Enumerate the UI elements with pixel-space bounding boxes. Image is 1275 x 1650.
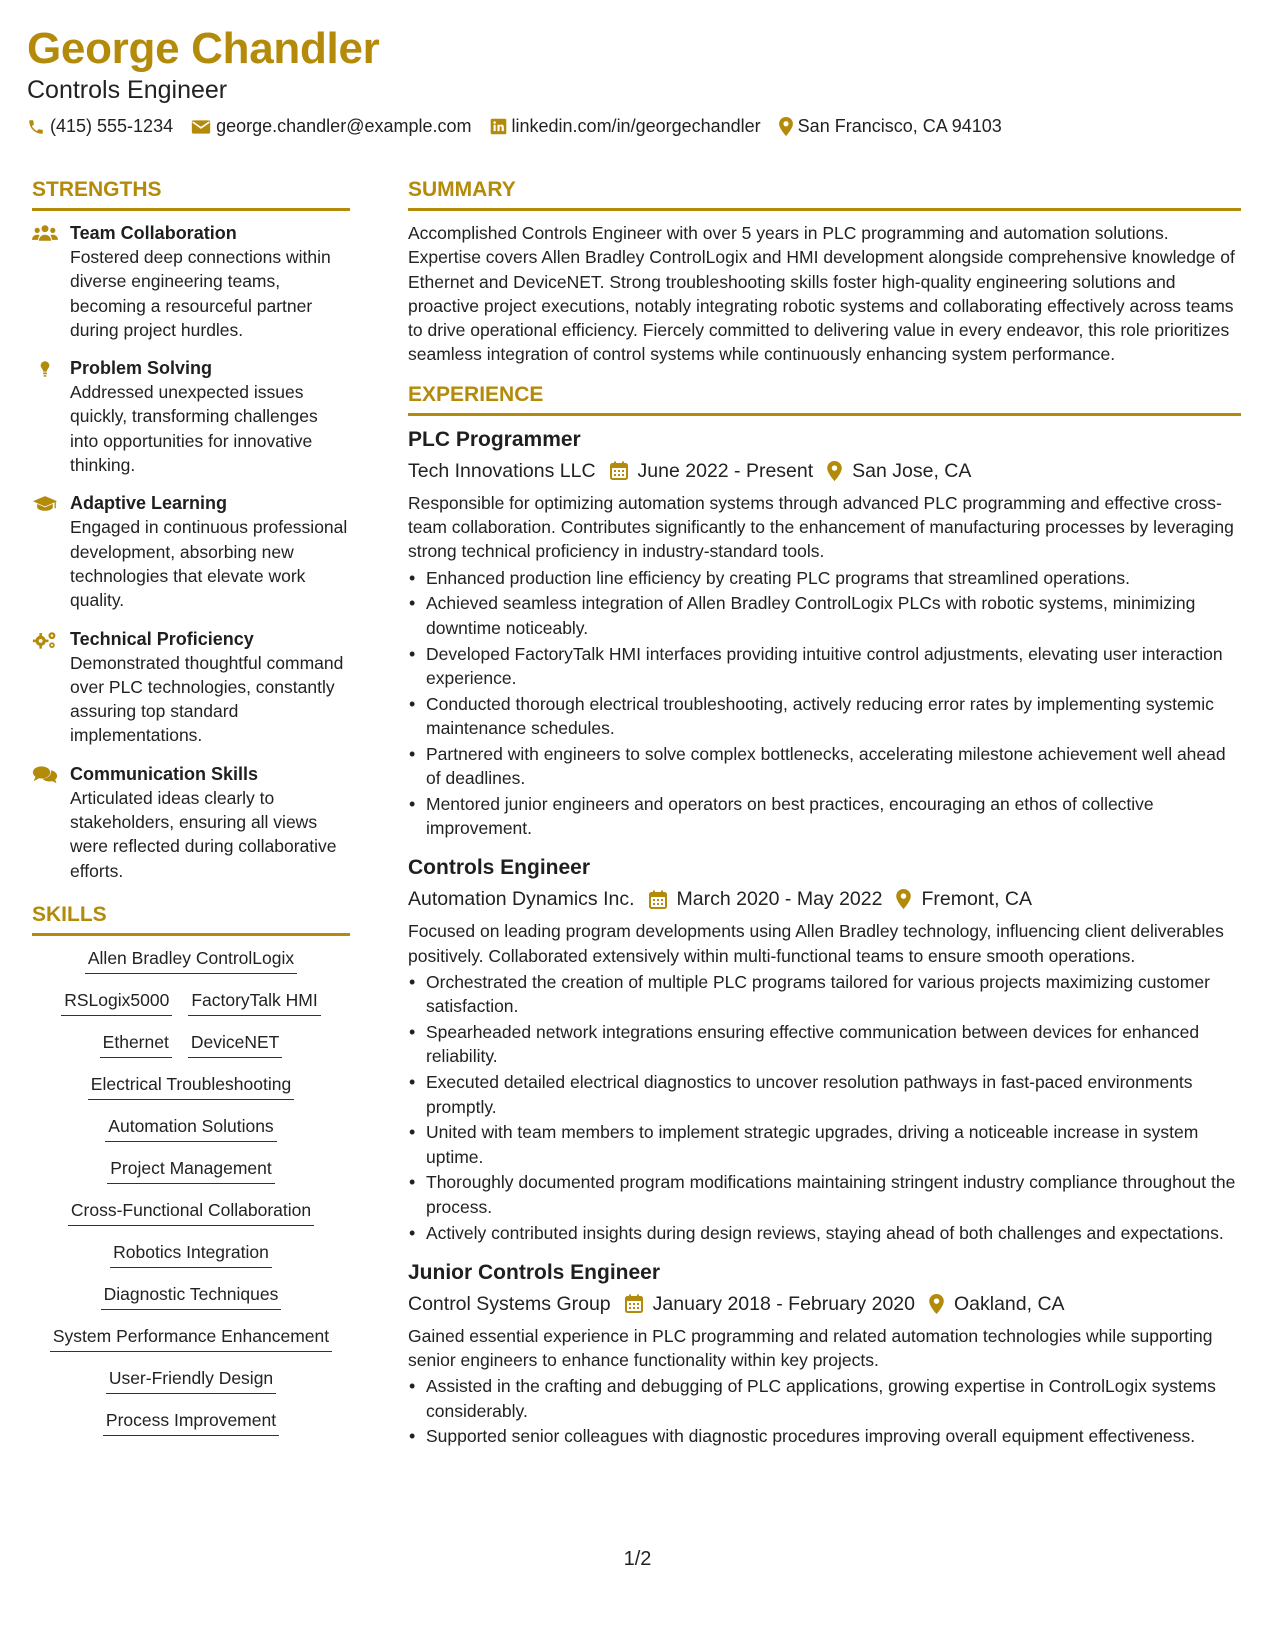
strength-desc: Fostered deep connections within diverse engineering teams, becoming a resourceful partner during project hurdles. xyxy=(70,247,331,340)
job-company xyxy=(408,457,596,485)
calendar-icon xyxy=(649,890,667,909)
comments-icon xyxy=(32,765,58,785)
job-bullets xyxy=(408,566,1241,841)
company-name: Control Systems Group xyxy=(408,1292,611,1315)
skill-tag: Ethernet xyxy=(100,1030,172,1058)
skill-row xyxy=(97,1114,284,1142)
graduation-cap-icon xyxy=(32,494,58,512)
skill-row xyxy=(102,1240,280,1268)
skill-row xyxy=(92,1030,291,1058)
calendar-icon xyxy=(625,1294,643,1313)
map-marker-icon xyxy=(896,889,911,909)
job-company xyxy=(408,1290,611,1318)
job-location xyxy=(929,1290,1065,1318)
job-title: Junior Controls Engineer xyxy=(408,1260,661,1284)
job-description: Responsible for optimizing automation systems through advanced PLC programming and effective cross-team collaboration. Contributes significantly to the enhancement of manufacturing processes by leveraging strong technical proficiency in industry-standard tools. xyxy=(408,492,1234,562)
skill-row xyxy=(42,1324,340,1352)
skill-tag: System Performance Enhancement xyxy=(50,1324,332,1352)
bullet-item: • Thoroughly documented program modifications maintaining stringent industry compliance throughout the process. xyxy=(408,1170,1241,1219)
lightbulb-icon xyxy=(32,359,58,379)
bullet-item: • Executed detailed electrical diagnostics to uncover resolution pathways in fast-paced environments promptly. xyxy=(408,1070,1241,1119)
linkedin-text: linkedin.com/in/georgechandler xyxy=(511,116,761,136)
job-meta xyxy=(408,1290,1241,1318)
skill-row xyxy=(80,1072,302,1100)
contact-location xyxy=(779,116,1002,137)
skill-tag: Cross-Functional Collaboration xyxy=(68,1198,314,1226)
job-entry xyxy=(408,1259,1241,1449)
strength-item xyxy=(32,221,350,342)
bullet-item: • Actively contributed insights during design reviews, staying ahead of both challenges and expectations. xyxy=(408,1221,1241,1245)
strength-title: Communication Skills xyxy=(70,763,259,784)
skill-tag: User-Friendly Design xyxy=(106,1366,276,1394)
skill-tag: Allen Bradley ControlLogix xyxy=(85,946,297,974)
candidate-name: George Chandler xyxy=(27,24,380,73)
summary-heading: SUMMARY xyxy=(408,176,1241,211)
skill-tag: FactoryTalk HMI xyxy=(188,988,320,1016)
dates-text: June 2022 - Present xyxy=(637,459,814,482)
job-location xyxy=(896,885,1032,913)
job-title: Controls Engineer xyxy=(408,856,591,880)
map-marker-icon xyxy=(929,1294,944,1314)
contact-phone xyxy=(27,116,173,137)
bullet-item: • Partnered with engineers to solve complex bottlenecks, accelerating milestone achievement well ahead of deadlines. xyxy=(408,742,1241,791)
skill-tag: Diagnostic Techniques xyxy=(101,1282,282,1310)
skill-tag: Project Management xyxy=(107,1156,274,1184)
bullet-item: • Assisted in the crafting and debugging of PLC applications, growing expertise in ControlLogix systems considerably. xyxy=(408,1374,1241,1423)
skill-row xyxy=(99,1156,282,1184)
strength-title: Technical Proficiency xyxy=(70,628,254,649)
job-dates xyxy=(610,457,814,485)
company-name: Tech Innovations LLC xyxy=(408,459,596,482)
location-text: San Francisco, CA 94103 xyxy=(797,116,1002,136)
strength-item xyxy=(32,627,350,748)
job-title: PLC Programmer xyxy=(408,427,581,451)
company-name: Automation Dynamics Inc. xyxy=(408,888,635,911)
dates-text: March 2020 - May 2022 xyxy=(676,888,883,911)
skill-row xyxy=(98,1366,284,1394)
phone-text: (415) 555-1234 xyxy=(50,116,174,136)
job-meta xyxy=(408,885,1241,913)
map-marker-icon xyxy=(779,117,793,136)
bullet-item: • Supported senior colleagues with diagnostic procedures improving overall equipment effectiveness. xyxy=(408,1424,1241,1448)
job-dates xyxy=(649,885,883,913)
skill-tag: Electrical Troubleshooting xyxy=(88,1072,294,1100)
bullet-item: • Achieved seamless integration of Allen Bradley ControlLogix PLCs with robotic systems, minimizing downtime noticeably. xyxy=(408,591,1241,640)
job-bullets xyxy=(408,970,1241,1245)
dates-text: January 2018 - February 2020 xyxy=(652,1292,915,1315)
job-description: Focused on leading program developments using Allen Bradley technology, influencing client deliverables positively. Collaborated extensively within multi-functional teams to ensure smooth operations. xyxy=(408,921,1224,966)
skills-heading: SKILLS xyxy=(32,901,350,936)
job-company xyxy=(408,885,635,913)
location-text: San Jose, CA xyxy=(852,459,972,482)
strength-desc: Engaged in continuous professional development, absorbing new technologies that elevate work quality. xyxy=(70,517,348,611)
resume-header xyxy=(27,24,1247,137)
job-dates xyxy=(625,1290,915,1318)
skills-list xyxy=(32,946,350,1450)
strength-desc: Addressed unexpected issues quickly, transforming challenges into opportunities for innovative thinking. xyxy=(70,382,318,476)
page-number: 1/2 xyxy=(623,1548,652,1570)
summary-text: Accomplished Controls Engineer with over 5 years in PLC programming and automation solutions. Expertise covers Allen Bradley ControlLogix and HMI development alongside comprehensive knowledge of Ethernet and DeviceNET. Strong troubleshooting skills foster high-quality engineering solutions and proactive project executions, notably integrating robotic systems and collaborating effectively across teams to drive operational efficiency. Fiercely committed to delivering value in every endeavor, this role prioritizes seamless integration of control systems while continuously enhancing system performance. xyxy=(408,223,1235,365)
gears-icon xyxy=(32,630,58,650)
bullet-item: • Spearheaded network integrations ensuring effective communication between devices for enhanced reliability. xyxy=(408,1020,1241,1069)
bullet-item: • Mentored junior engineers and operators on best practices, encouraging an ethos of collective improvement. xyxy=(408,792,1241,841)
left-column xyxy=(32,176,350,1450)
contact-linkedin[interactable] xyxy=(490,116,761,137)
skill-row xyxy=(60,1198,322,1226)
bullet-item: • Conducted thorough electrical troubleshooting, actively reducing error rates by implementing systemic maintenance schedules. xyxy=(408,692,1241,741)
skill-row xyxy=(93,1282,290,1310)
job-description: Gained essential experience in PLC programming and related automation technologies while supporting senior engineers to enhance functionality within key projects. xyxy=(408,1325,1213,1371)
strength-title: Team Collaboration xyxy=(70,223,237,243)
strength-item xyxy=(32,491,350,612)
candidate-title: Controls Engineer xyxy=(27,76,228,104)
map-marker-icon xyxy=(827,461,842,481)
strength-title: Adaptive Learning xyxy=(70,493,228,514)
experience-heading: EXPERIENCE xyxy=(408,381,1241,416)
envelope-icon xyxy=(191,119,211,135)
strength-item xyxy=(32,356,350,477)
right-column xyxy=(408,176,1241,1463)
experience-list xyxy=(408,426,1241,1449)
skill-row xyxy=(77,946,305,974)
job-location xyxy=(827,457,971,485)
bullet-item: • Developed FactoryTalk HMI interfaces providing intuitive control adjustments, elevating user interaction experience. xyxy=(408,642,1241,691)
bullet-item: • Enhanced production line efficiency by creating PLC programs that streamlined operations. xyxy=(408,566,1241,590)
strength-desc: Demonstrated thoughtful command over PLC technologies, constantly assuring top standard implementations. xyxy=(70,652,344,746)
email-text: george.chandler@example.com xyxy=(216,116,472,136)
calendar-icon xyxy=(610,461,628,480)
skill-tag: RSLogix5000 xyxy=(61,988,172,1016)
users-icon xyxy=(32,224,58,242)
job-entry xyxy=(408,426,1241,841)
strengths-heading: STRENGTHS xyxy=(32,176,350,211)
linkedin-icon xyxy=(490,118,507,135)
strength-item xyxy=(32,762,350,883)
skill-row xyxy=(53,988,328,1016)
skill-tag: Robotics Integration xyxy=(110,1240,272,1268)
bullet-item: • Orchestrated the creation of multiple PLC programs tailored for various projects maximizing customer satisfaction. xyxy=(408,970,1241,1019)
skill-tag: Process Improvement xyxy=(103,1408,279,1436)
strength-desc: Articulated ideas clearly to stakeholders, ensuring all views were reflected during collaborative efforts. xyxy=(70,787,337,881)
job-bullets xyxy=(408,1374,1241,1448)
phone-icon xyxy=(27,118,45,136)
skill-row xyxy=(95,1408,287,1436)
contact-info xyxy=(27,116,1247,137)
bullet-item: • United with team members to implement strategic upgrades, driving a noticeable increase in system uptime. xyxy=(408,1120,1241,1169)
location-text: Oakland, CA xyxy=(953,1292,1065,1315)
job-entry xyxy=(408,854,1241,1244)
contact-email[interactable] xyxy=(191,116,471,137)
strength-title: Problem Solving xyxy=(70,358,213,379)
location-text: Fremont, CA xyxy=(921,888,1032,911)
skill-tag: Automation Solutions xyxy=(105,1114,276,1142)
skill-tag: DeviceNET xyxy=(188,1030,283,1058)
job-meta xyxy=(408,457,1241,485)
